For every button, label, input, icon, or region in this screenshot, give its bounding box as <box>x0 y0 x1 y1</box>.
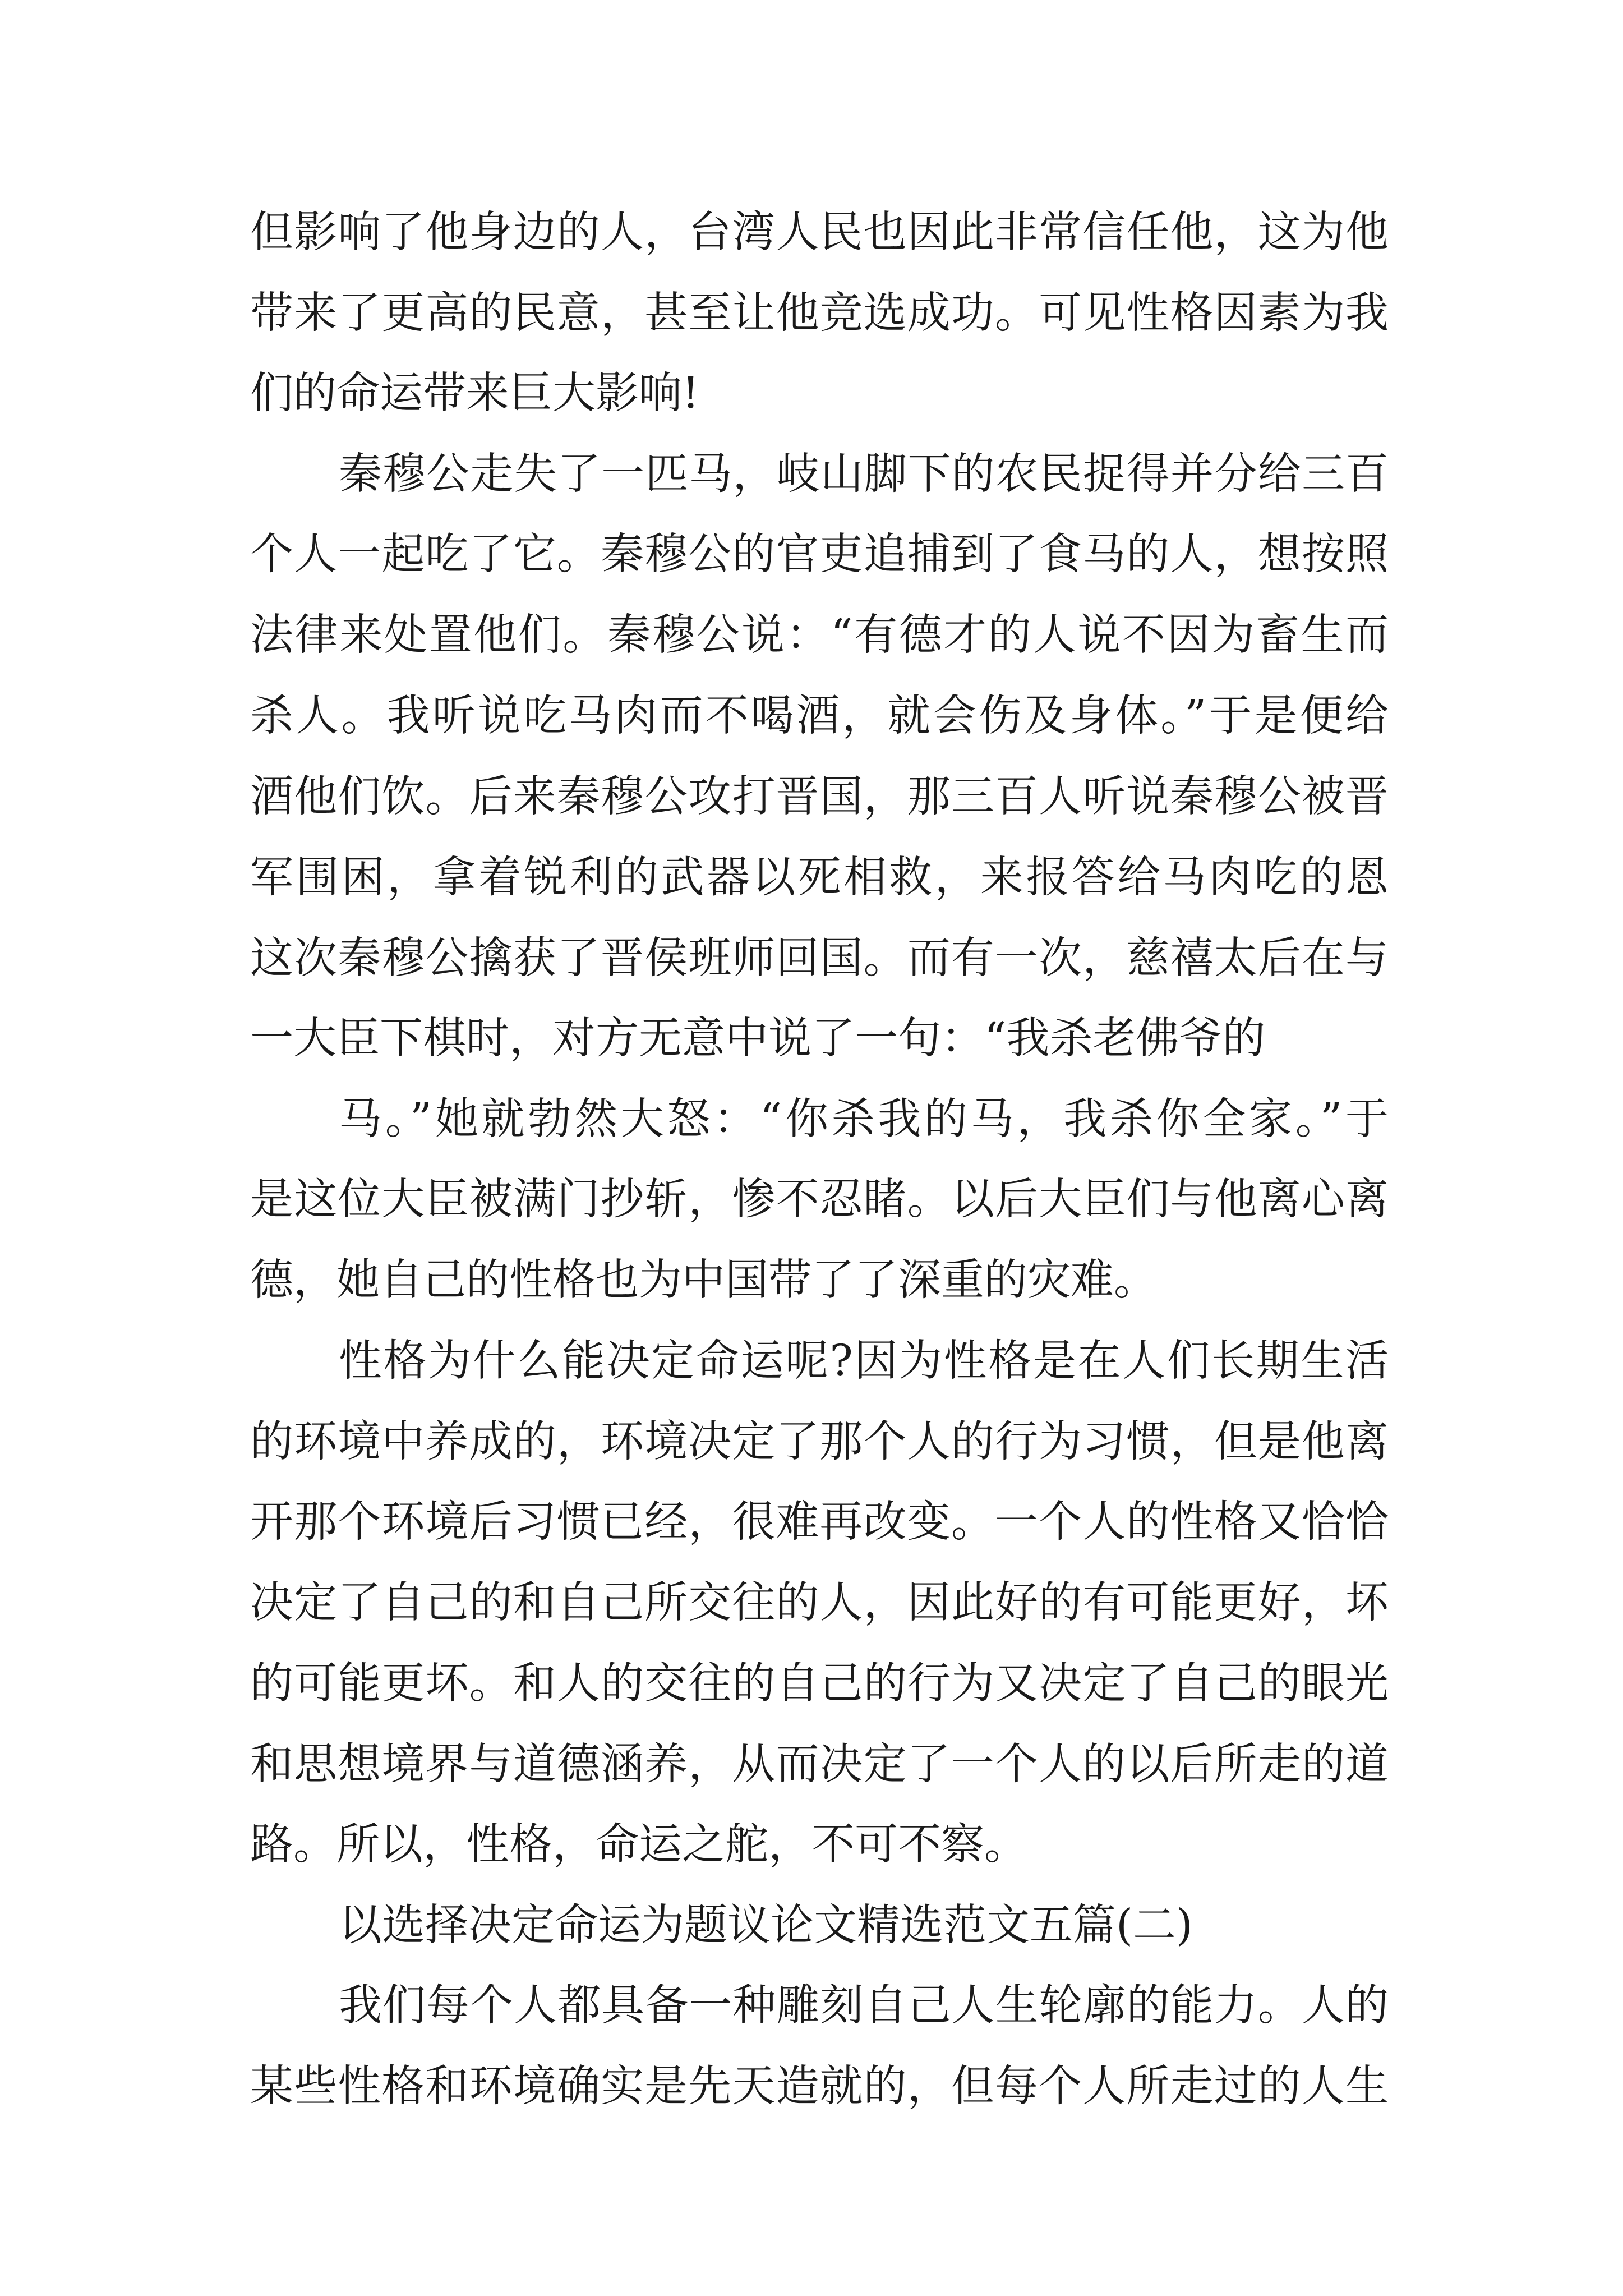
text-line: 但影响了他身边的人，台湾人民也因此非常信任他，这为他 <box>250 208 1389 257</box>
text-line: 路。所以，性格，命运之舵，不可不察。 <box>250 1820 1027 1870</box>
text-line: 带来了更高的民意，甚至让他竞选成功。可见性格因素为我 <box>250 288 1389 338</box>
text-line: 决定了自己的和自己所交往的人，因此好的有可能更好，坏 <box>250 1578 1389 1628</box>
text-line: 和思想境界与道德涵养，从而决定了一个人的以后所走的道 <box>250 1740 1389 1789</box>
text-line: 一大臣下棋时，对方无意中说了一句：“我杀老佛爷的 <box>250 1014 1266 1064</box>
text-line: 这次秦穆公擒获了晋侯班师回国。而有一次，慈禧太后在与 <box>250 933 1389 983</box>
text-line: 们的命运带来巨大影响! <box>250 369 699 418</box>
text-line: 的环境中养成的，环境决定了那个人的行为习惯，但是他离 <box>250 1417 1389 1467</box>
section-heading: 以选择决定命运为题议论文精选范文五篇(二) <box>339 1901 1193 1950</box>
text-line: 某些性格和环境确实是先天造就的，但每个人所走过的人生 <box>250 2062 1389 2111</box>
paragraph-first-line: 马。”她就勃然大怒：“你杀我的马，我杀你全家。”于 <box>339 1094 1389 1144</box>
text-line: 德，她自己的性格也为中国带了了深重的灾难。 <box>250 1255 1157 1305</box>
text-line: 个人一起吃了它。秦穆公的官吏追捕到了食马的人，想按照 <box>250 530 1389 579</box>
text-line: 是这位大臣被满门抄斩，惨不忍睹。以后大臣们与他离心离 <box>250 1175 1389 1225</box>
paragraph-first-line: 性格为什么能决定命运呢?因为性格是在人们长期生活 <box>339 1336 1389 1386</box>
paragraph-first-line: 我们每个人都具备一种雕刻自己人生轮廓的能力。人的 <box>339 1981 1389 2031</box>
text-line: 杀人。我听说吃马肉而不喝酒，就会伤及身体。”于是便给 <box>250 691 1389 741</box>
text-line: 酒他们饮。后来秦穆公攻打晋国，那三百人听说秦穆公被晋 <box>250 772 1389 822</box>
text-line: 法律来处置他们。秦穆公说：“有德才的人说不因为畜生而 <box>250 610 1389 660</box>
text-line: 的可能更坏。和人的交往的自己的行为又决定了自己的眼光 <box>250 1659 1389 1709</box>
text-line: 军围困，拿着锐利的武器以死相救，来报答给马肉吃的恩 <box>250 853 1389 903</box>
paragraph-first-line: 秦穆公走失了一匹马，岐山脚下的农民捉得并分给三百 <box>339 449 1389 499</box>
text-line: 开那个环境后习惯已经，很难再改变。一个人的性格又恰恰 <box>250 1497 1389 1547</box>
